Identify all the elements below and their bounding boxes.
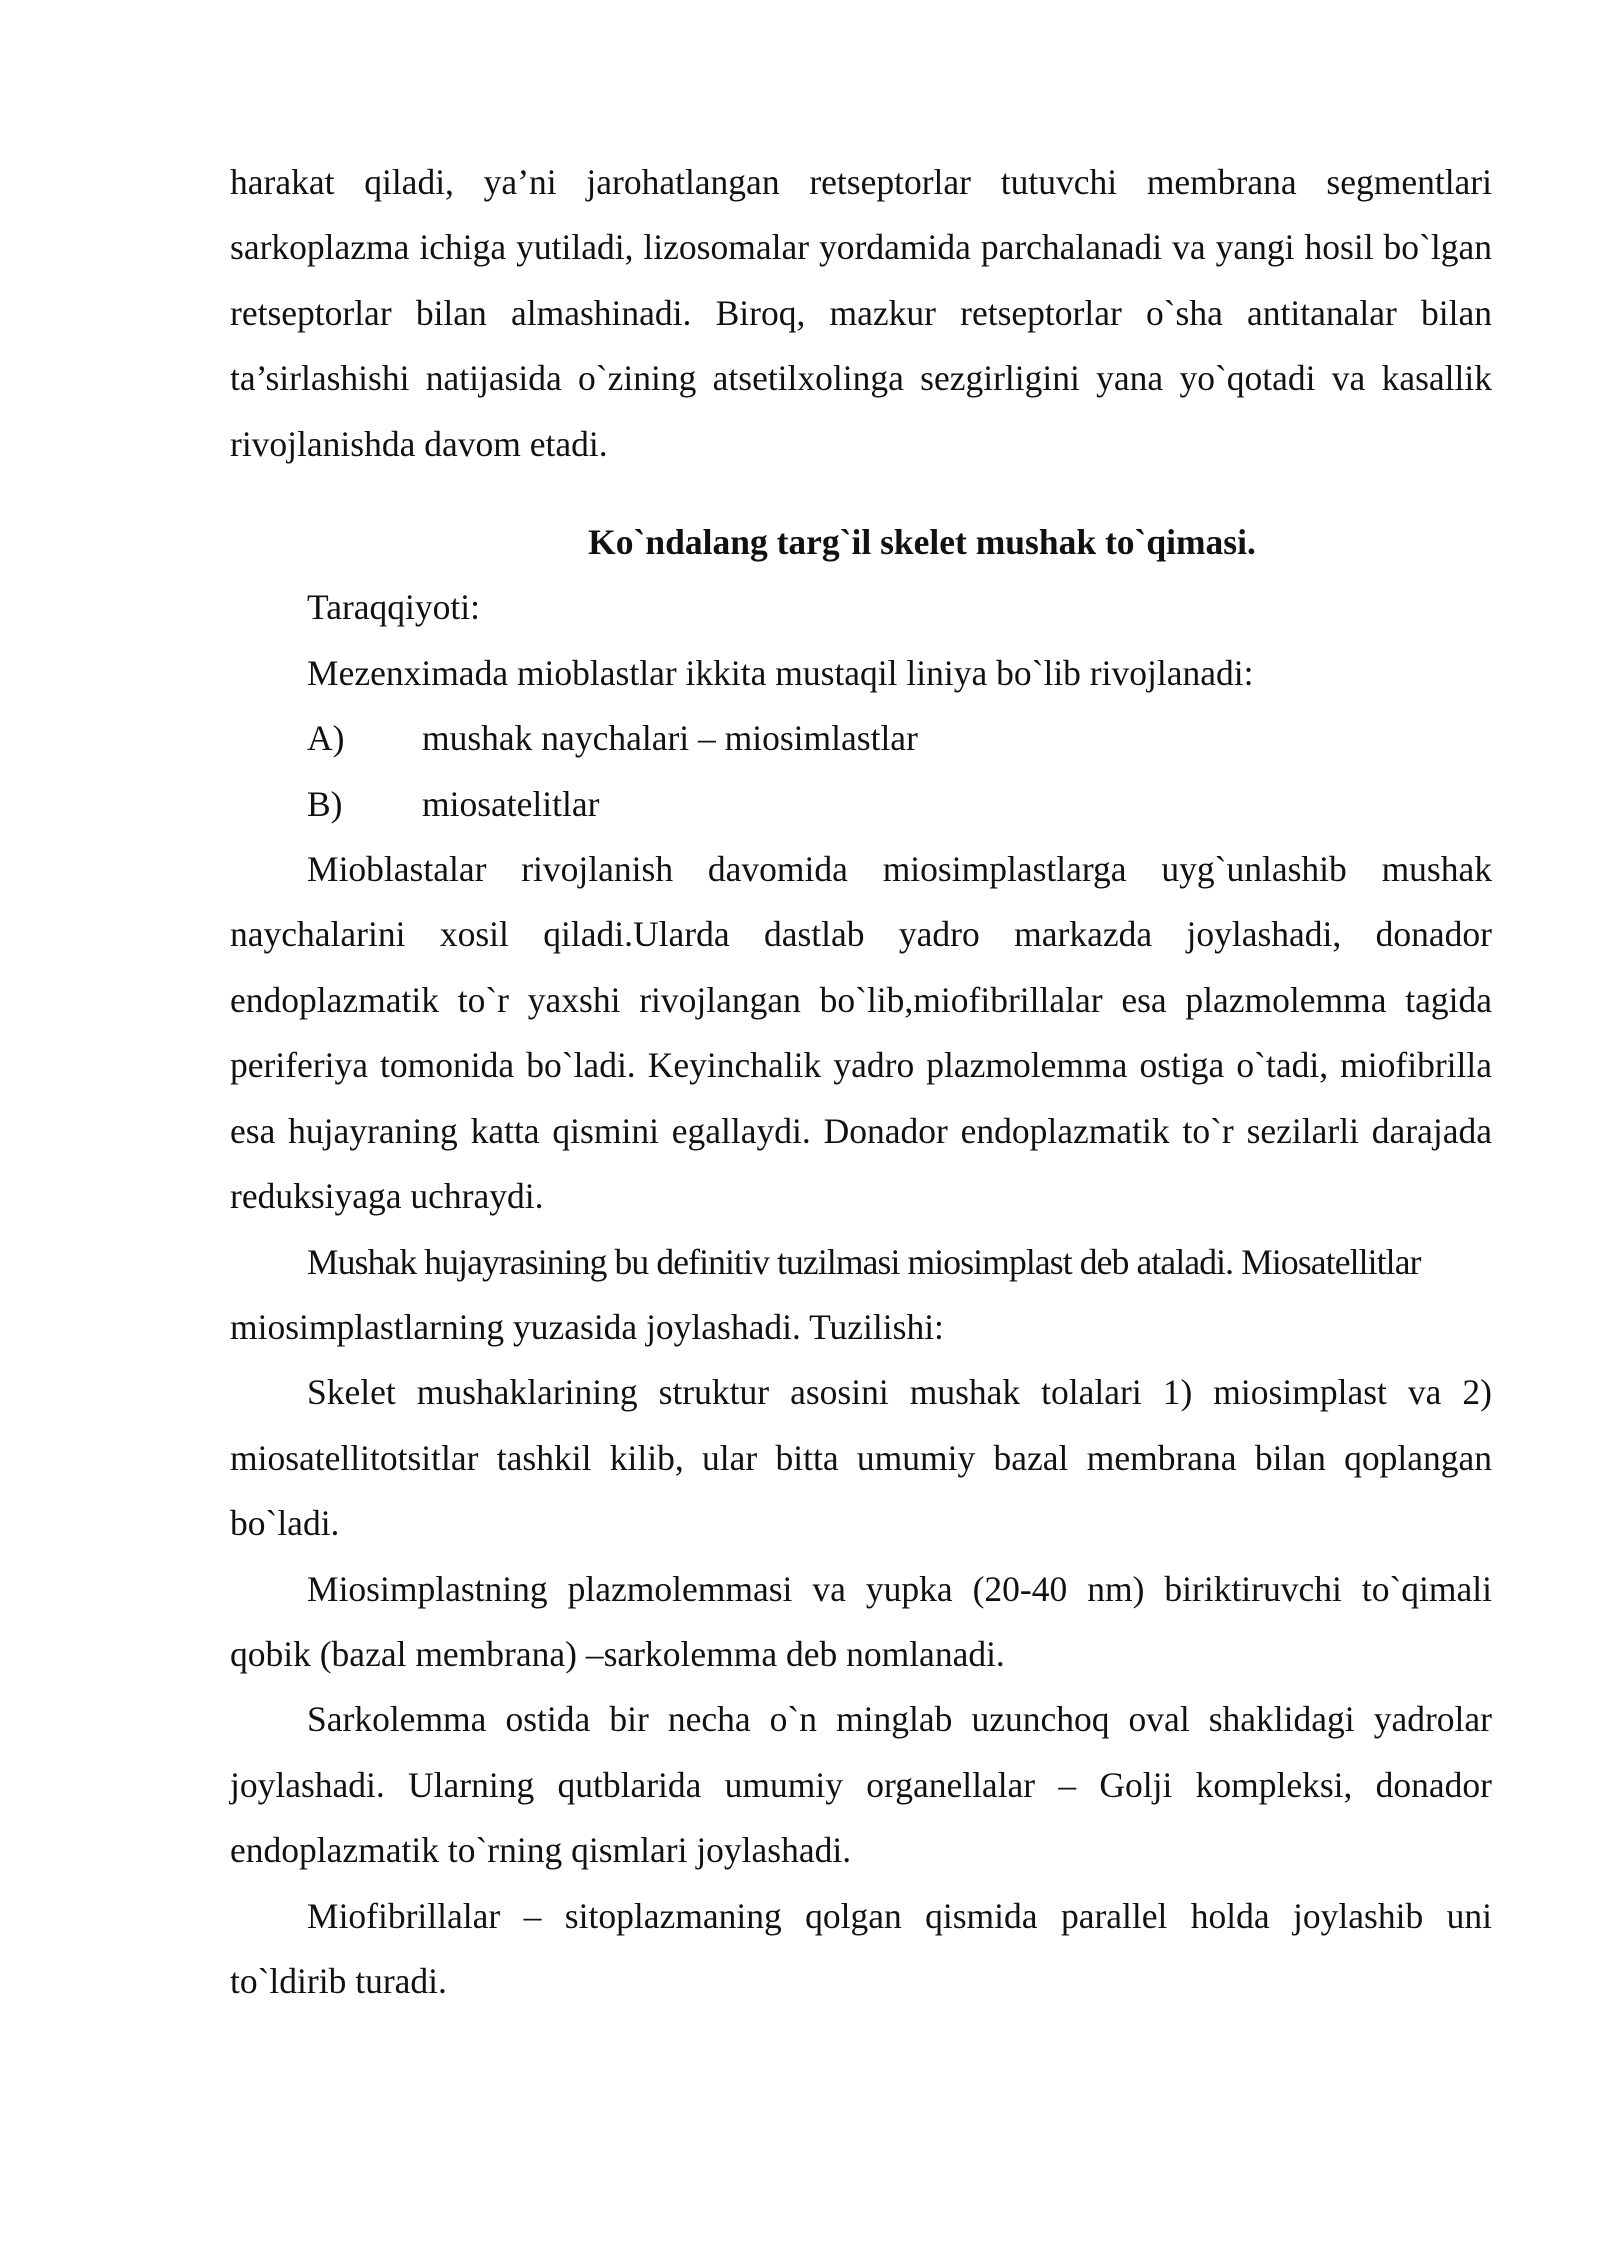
paragraph-mezenximada: Mezenximada mioblastlar ikkita mustaqil liniya bo`lib rivojlanadi: [307,652,1254,693]
list-item-text: miosatelitlar [422,783,600,824]
paragraph-mushak-line1: Mushak hujayrasining bu definitiv tuzilmasi miosimplast deb ataladi. Miosatellitlar [307,1241,1421,1282]
paragraph-mioblastalar: Mioblastalar rivojlanish davomida miosimplastlarga uyg`unlashib mushak naychalarini xosil qiladi.Ularda dastlab yadro markazda joylashadi, donador endoplazmatik to`r yaxshi rivojlangan bo`lib,miofibrillalar esa plazmolemma tagida periferiya tomonida bo`ladi. Keyinchalik yadro plazmolemma ostiga o`tadi, miofibrilla esa hujayraning katta qismini egallaydi. Donador endoplazmatik to`r sezilarli darajada reduksiyaga uchraydi. [230,849,1492,1217]
paragraph-miosimplast: Miosimplastning plazmolemmasi va yupka (20-40 nm) biriktiruvchi to`qimali qobik (bazal membrana) –sarkolemma deb nomlanadi. [230,1568,1492,1674]
document-page [230,150,1492,2014]
subheading-taraqqiyoti: Taraqqiyoti: [307,587,480,628]
paragraph-mushak-line2: miosimplastlarning yuzasida joylashadi. Tuzilishi: [230,1306,944,1347]
paragraph-continuation: harakat qiladi, ya’ni jarohatlangan retseptorlar tutuvchi membrana segmentlari sarkoplazma ichiga yutiladi, lizosomalar yordamida parchalanadi va yangi hosil bo`lgan retseptorlar bilan almashinadi. Biroq, mazkur retseptorlar o`sha antitanalar bilan ta’sirlashishi natijasida o`zining atsetilxolinga sezgirligini yana yo`qotadi va kasallik rivojlanishda davom etadi. [230,162,1492,464]
list-marker: B) [307,783,343,824]
paragraph-skelet: Skelet mushaklarining struktur asosini mushak tolalari 1) miosimplast va 2) miosatellitotsitlar tashkil kilib, ular bitta umumiy bazal membrana bilan qoplangan bo`ladi. [230,1372,1492,1544]
paragraph-sarkolemma: Sarkolemma ostida bir necha o`n minglab uzunchoq oval shaklidagi yadrolar joylashadi. Ularning qutblarida umumiy organellalar – Golji kompleksi, donador endoplazmatik to`rning qismlari joylashadi. [230,1699,1492,1871]
paragraph-miofibrillalar: Miofibrillalar – sitoplazmaning qolgan qismida parallel holda joylashib uni to`ldirib turadi. [230,1895,1492,2001]
list-item-text: mushak naychalari – miosimlastlar [422,718,918,759]
list-item [230,706,1492,771]
list-marker: A) [307,718,345,759]
section-heading: Ko`ndalang targ`il skelet mushak to`qimasi. [588,522,1256,563]
list-item [230,772,1492,837]
